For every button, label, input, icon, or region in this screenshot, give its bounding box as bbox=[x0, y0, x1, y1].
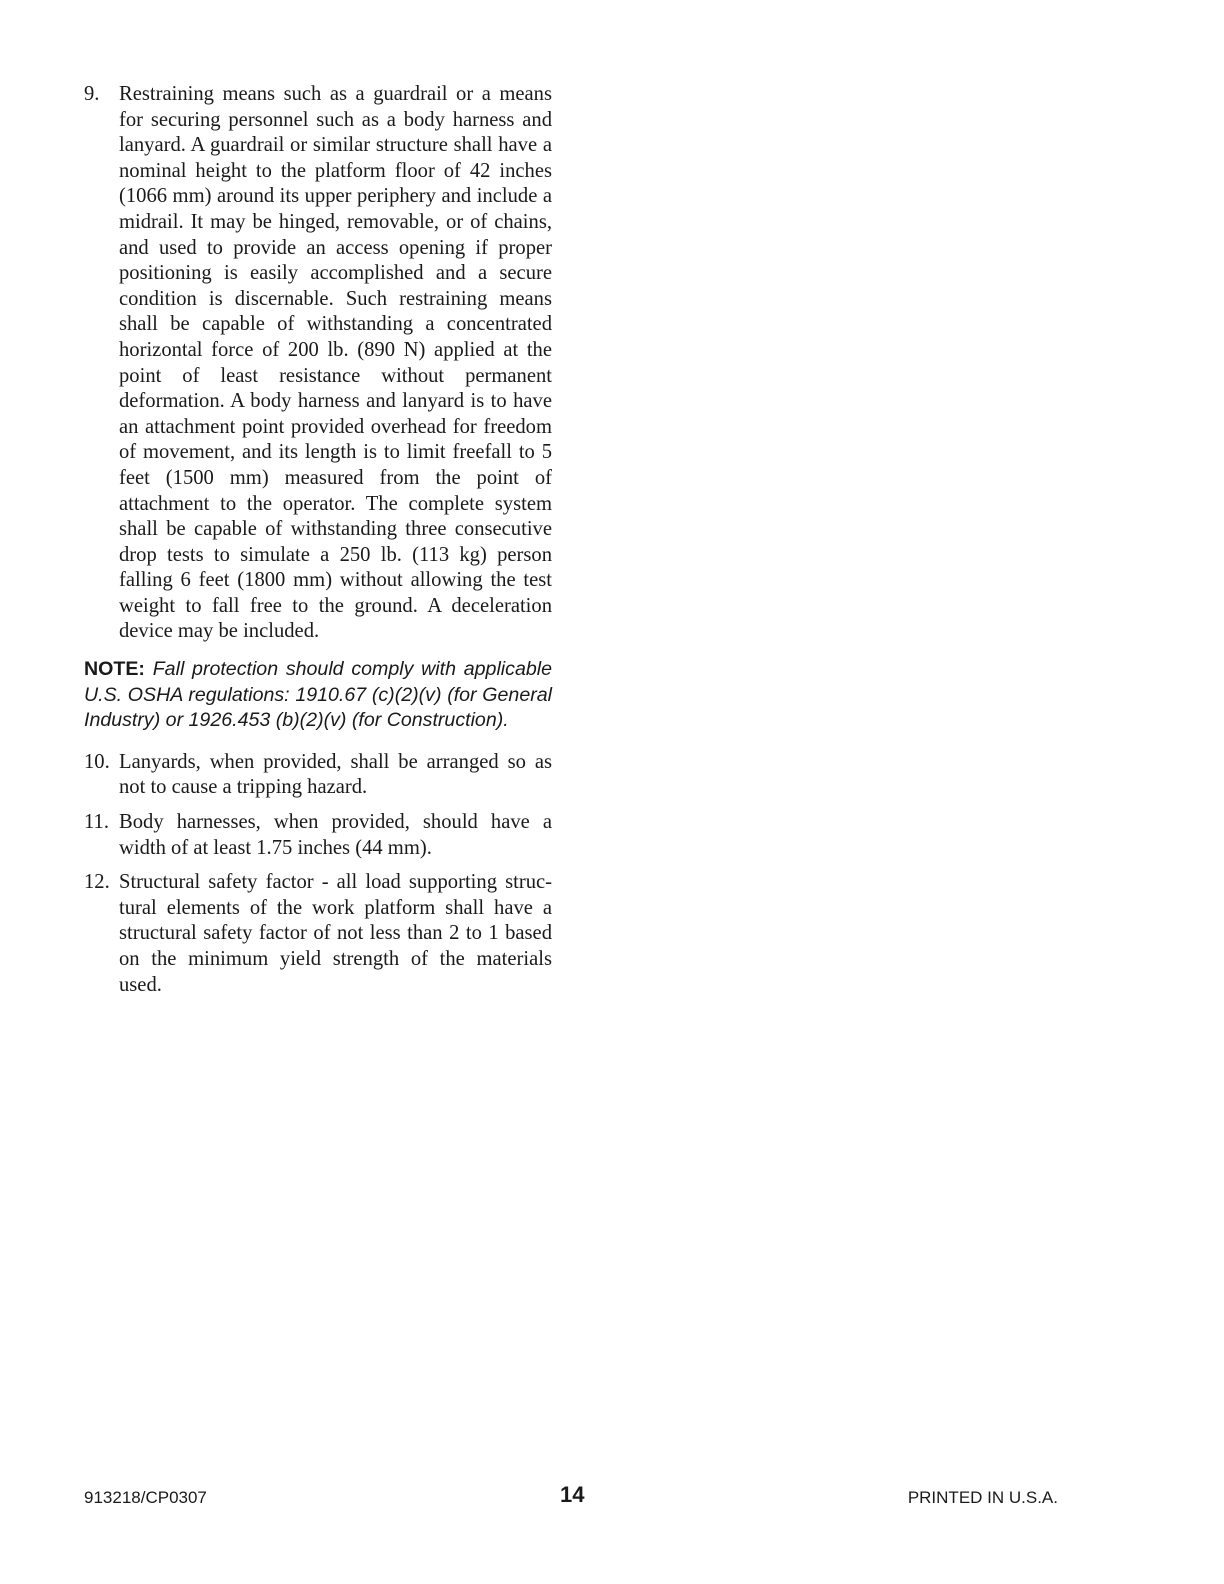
list-item-number: 10. bbox=[84, 750, 110, 773]
note-label: NOTE: bbox=[84, 658, 145, 681]
list-item-text: Restraining means such as a guardrail or a means for securing personnel such as a body harness and lanyard. A guardrail or similar structure shall have a nominal height to the platform floor of 42 inches (1066 mm) around its upper periphery and include a midrail. It may be hinged, removable, or of chains, and used to provide an access opening if proper positioning is easily accomplished and a secure condition is discernable. Such restraining means shall be capable of withstanding a concentrated horizontal force of 200 lb. (890 N) applied at the point of least resistance without permanent deformation. A body harness and lanyard is to have an attachment point provided overhead for freedom of movement, and its length is to limit freefall to 5 feet (1500 mm) measured from the point of attachment to the operator. The complete system shall be capable of withstanding three consecutive drop tests to simulate a 250 lb. (113 kg) person falling 6 feet (1800 mm) without allowing the test weight to fall free to the ground. A deceleration device may be included. bbox=[119, 83, 552, 643]
list-item-number: 12. bbox=[84, 871, 110, 894]
list-item-9 bbox=[84, 82, 552, 645]
list-item-number: 9. bbox=[84, 83, 100, 105]
printed-in-label: PRINTED IN U.S.A. bbox=[907, 1488, 1058, 1507]
list-item-text: Body harnesses, when provided, should have a width of at least 1.75 inches (44 mm). bbox=[119, 811, 552, 859]
note-paragraph bbox=[84, 657, 552, 734]
page-footer bbox=[84, 1484, 1058, 1512]
list-item-text: Structural safety factor - all load supporting structural elements of the work platform shall have a structural safety factor of not less than 2 to 1 based on the minimum yield strength of the materials used. bbox=[119, 871, 552, 996]
list-item-text: Lanyards, when provided, shall be arranged so as not to cause a tripping hazard. bbox=[119, 750, 552, 799]
note-text: Fall protection should comply with applicable U.S. OSHA regulations: 1910.67 (c)(2)(v) (for General Industry) or 1926.453 (b)(2)(v) (for Construction). bbox=[84, 658, 552, 732]
text-column bbox=[84, 82, 552, 998]
list-item-11 bbox=[84, 810, 552, 861]
page-number: 14 bbox=[560, 1482, 585, 1507]
list-item-10 bbox=[84, 750, 552, 801]
document-id: 913218/CP0307 bbox=[84, 1488, 207, 1507]
list-item-12 bbox=[84, 870, 552, 998]
list-item-number: 11. bbox=[84, 811, 109, 834]
